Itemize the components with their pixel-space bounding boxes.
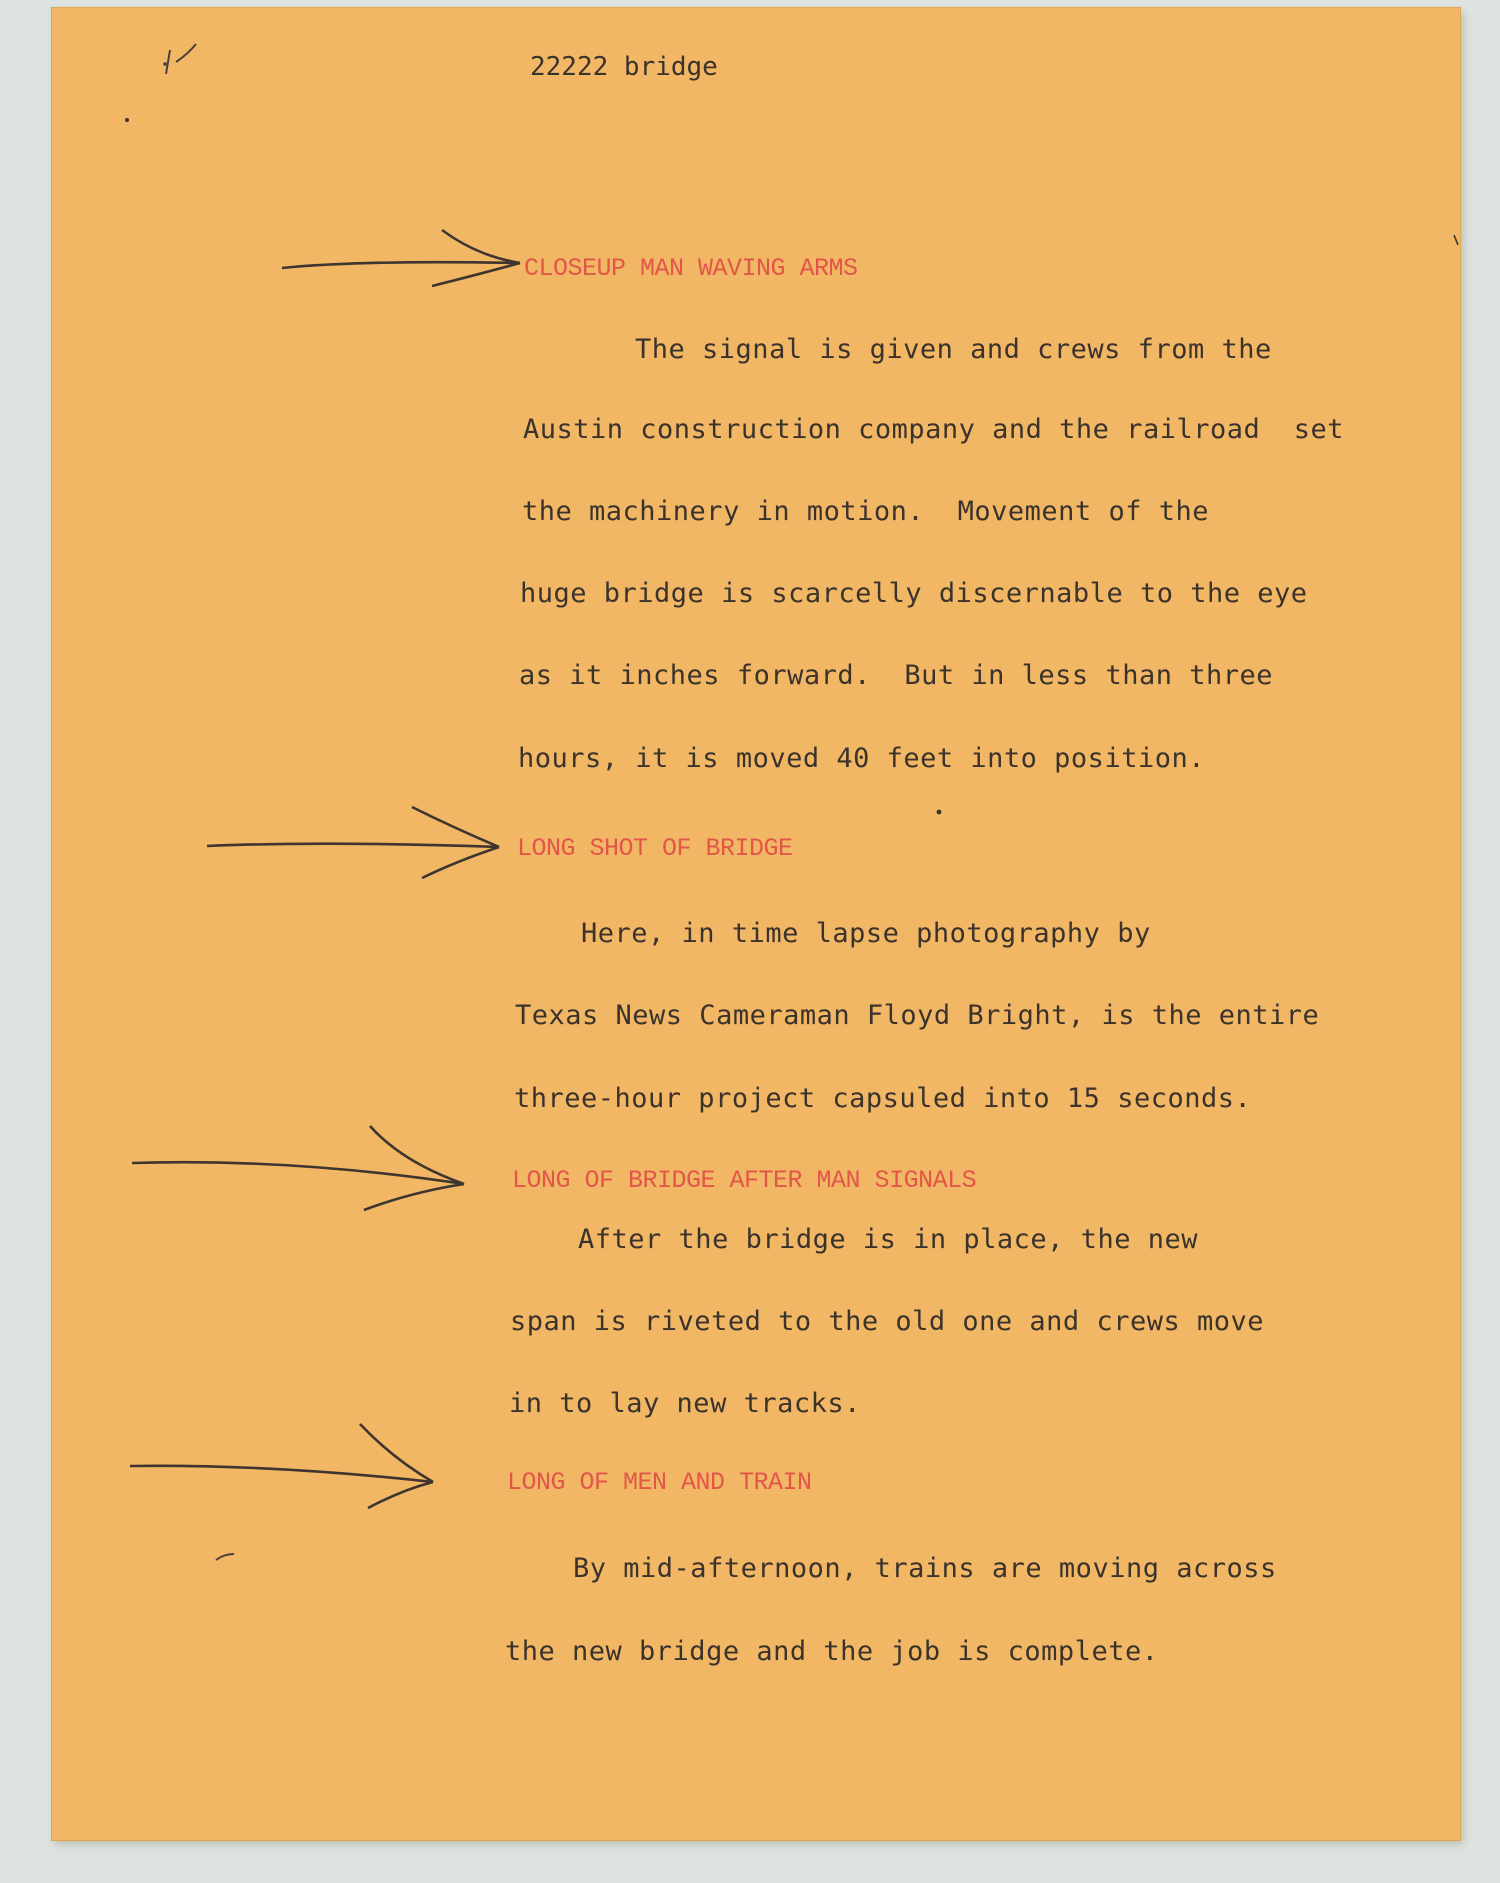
script-line: huge bridge is scarcelly discernable to the eye <box>520 578 1308 609</box>
pencil-arrow <box>207 803 507 883</box>
shot-cue: LONG SHOT OF BRIDGE <box>517 834 793 863</box>
shot-cue: CLOSEUP MAN WAVING ARMS <box>524 254 858 283</box>
script-line: three-hour project capsuled into 15 seconds. <box>514 1083 1252 1114</box>
script-line: the machinery in motion. Movement of the <box>522 496 1209 527</box>
pencil-arrow <box>282 218 542 288</box>
pencil-arrow <box>130 1418 450 1513</box>
script-line: span is riveted to the old one and crews move <box>510 1306 1264 1337</box>
script-line: the new bridge and the job is complete. <box>505 1636 1159 1667</box>
script-line: as it inches forward. But in less than three <box>519 660 1273 691</box>
pencil-tick-mark <box>162 38 222 98</box>
script-line: Here, in time lapse photography by <box>514 918 1151 949</box>
script-line: By mid-afternoon, trains are moving across <box>506 1553 1277 1584</box>
script-line: Texas News Cameraman Floyd Bright, is the entire <box>515 1000 1320 1031</box>
pencil-arrow <box>132 1118 472 1218</box>
paper-speck <box>935 808 943 816</box>
script-line: The signal is given and crews from the <box>568 334 1272 365</box>
page-header: 22222 bridge <box>530 52 718 82</box>
script-line: After the bridge is in place, the new <box>511 1224 1198 1255</box>
script-line: hours, it is moved 40 feet into position. <box>518 743 1205 774</box>
pencil-dash-mark <box>212 1548 252 1568</box>
shot-cue: LONG OF BRIDGE AFTER MAN SIGNALS <box>512 1166 977 1195</box>
script-line: Austin construction company and the railroad set <box>523 414 1345 445</box>
paper-speck <box>123 116 131 124</box>
typescript-page <box>52 8 1460 1840</box>
script-line: in to lay new tracks. <box>509 1388 861 1419</box>
paper-speck <box>1452 233 1460 247</box>
shot-cue: LONG OF MEN AND TRAIN <box>507 1468 812 1497</box>
